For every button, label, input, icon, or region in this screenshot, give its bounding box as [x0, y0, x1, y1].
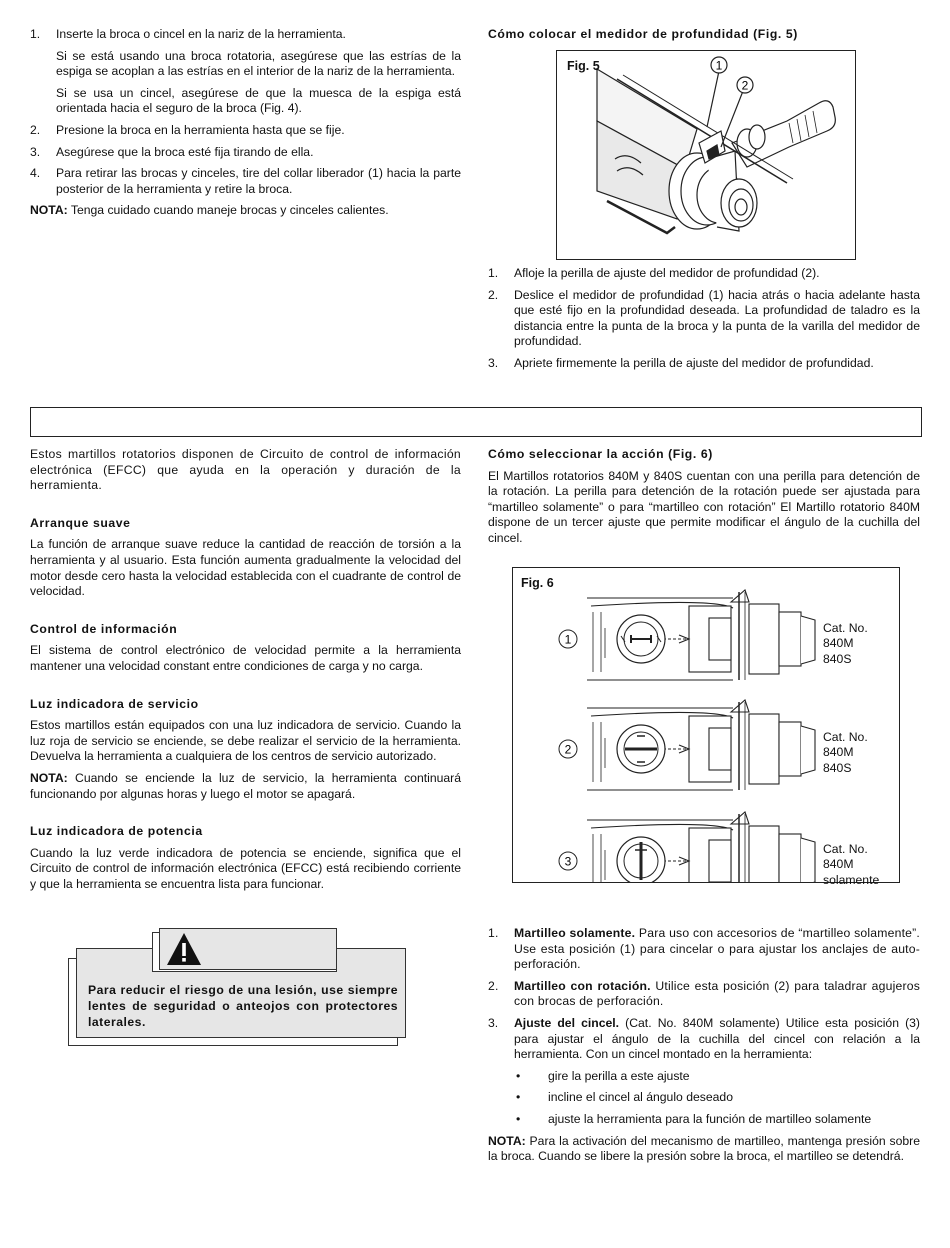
list-item: 1. Afloje la perilla de ajuste del medidor de profundidad (2). [488, 266, 820, 280]
bullet-item: • gire la perilla a este ajuste [516, 1068, 690, 1083]
warning-triangle-icon [164, 930, 204, 968]
warning-tab [159, 928, 337, 970]
action-steps [488, 926, 920, 1171]
bullet-item: • ajuste la herramienta para la función de martilleo solamente [516, 1111, 872, 1126]
power-light-text: Cuando la luz verde indicadora de potencia se enciende, significa que el Circuito de control de información electrónica (EFCC) está recibiendo corriente y que la herramienta se encuentra lista para funcionar. [30, 845, 461, 891]
cat-label-1: Cat. No. 840M 840S [823, 621, 868, 666]
cat-label-2: Cat. No. 840M 840S [823, 730, 868, 775]
note: NOTA: Tenga cuidado cuando maneje brocas y cinceles calientes. [30, 203, 389, 218]
info-control-text: El sistema de control electrónico de velocidad permite a la herramienta mantener una velocidad constant entre condiciones de carga y no carga. [30, 643, 461, 673]
cat-label-3: Cat. No. 840M solamente [823, 842, 880, 887]
list-item: 4. Para retirar las brocas y cinceles, tire del collar liberador (1) hacia la parte posterior de la herramienta y retire la broca. [30, 166, 461, 196]
service-light-heading: Luz indicadora de servicio [30, 696, 199, 711]
action-selection-section [488, 447, 920, 553]
depth-gauge-steps [488, 266, 920, 378]
list-subparagraph: Si se usa un cincel, asegúrese de que la muesca de la espiga está orientada hacia el seguro de la broca (Fig. 4). [56, 85, 461, 116]
action-note: NOTA: Para la activación del mecanismo de martilleo, mantenga presión sobre la broca. Cuando se libere la presión sobre la broca, el martilleo se detendrá. [488, 1133, 920, 1164]
soft-start-text: La función de arranque suave reduce la cantidad de reacción de torsión a la herramienta y al usuario. Esta función aumenta gradualmente la velocidad del motor desde cero hasta la velocidad establecida con el cuadrante de control de velocidad. [30, 537, 461, 599]
list-item: 3. Asegúrese que la broca esté fija tirando de ella. [30, 144, 314, 159]
figure-label: Fig. 6 [521, 576, 554, 590]
power-light-heading: Luz indicadora de potencia [30, 824, 203, 839]
section-heading: Cómo seleccionar la acción (Fig. 6) [488, 447, 713, 461]
callout-1: 1 [564, 632, 572, 647]
figure-label: Fig. 5 [567, 59, 600, 73]
mode-selector-illustrations [513, 568, 899, 882]
list-item: 1. Martilleo solamente. Para uso con accesorios de “martilleo solamente”. Use esta posición (1) para cincelar o para ajustar los anclajes de auto-perforación. [488, 926, 921, 972]
list-item: 2. Martilleo con rotación. Utilice esta posición (2) para taladrar agujeros con brocas de perforación. [488, 978, 920, 1009]
efcc-section [30, 447, 461, 898]
list-subparagraph: Si se está usando una broca rotatoria, asegúrese que las estrías de la espiga se acoplan a las estrías en el interior de la nariz de la herramienta. [56, 48, 461, 79]
figure-6 [512, 567, 900, 887]
bullet-item: • incline el cincel al ángulo deseado [516, 1090, 733, 1105]
section-heading: Cómo colocar el medidor de profundidad (Fig. 5) [488, 27, 798, 41]
callout-2: 2 [564, 742, 572, 757]
list-item: 1. Inserte la broca o cincel en la nariz de la herramienta. [30, 27, 346, 41]
efcc-intro: Estos martillos rotatorios disponen de Circuito de control de información electrónica (EFCC) que ayuda en la operación y duración de la herramienta. [30, 447, 461, 493]
depth-gauge-section [488, 27, 920, 49]
list-item: 3. Ajuste del cincel. (Cat. No. 840M solamente) Utilice esta posición (3) para ajustar el ángulo de la cuchilla del cincel con relación a la herramienta. Con un cincel montado en la herramienta: [488, 1015, 920, 1062]
soft-start-heading: Arranque suave [30, 515, 131, 530]
service-note: NOTA: Cuando se enciende la luz de servicio, la herramienta continuará funcionando por algunas horas y luego el motor se apagará. [30, 770, 461, 801]
warning-text: Para reducir el riesgo de una lesión, use siempre lentes de seguridad o anteojos con protectores laterales. [88, 983, 398, 1029]
list-item: 2. Presione la broca en la herramienta hasta que se fije. [30, 122, 345, 137]
list-item: 2. Deslice el medidor de profundidad (1) hacia atrás o hacia adelante hasta que esté fijo en la profundidad deseada. La profundidad de taladro es la distancia entre la punta de la broca y la punta de la varilla del medidor de profundidad. [488, 287, 920, 349]
info-control-heading: Control de información [30, 621, 178, 636]
section-banner [30, 407, 922, 437]
hammer-depth-gauge-illustration [557, 51, 855, 259]
action-intro: El Martillos rotatorios 840M y 840S cuentan con una perilla para detención de la rotación. La perilla para detención de la rotación puede ser ajustada para “martilleo solamente” o para “martilleo con rotación” El Martillo rotatorio 840M dispone de un tercer ajuste que permite modificar el ángulo de la cuchilla del cincel. [488, 468, 920, 545]
callout-2: 2 [741, 78, 749, 93]
list-item: 3. Apriete firmemente la perilla de ajuste del medidor de profundidad. [488, 355, 874, 370]
figure-5 [556, 50, 856, 260]
callout-1: 1 [715, 58, 723, 73]
service-light-text: Estos martillos están equipados con una luz indicadora de servicio. Cuando la luz roja de servicio se enciende, se debe realizar el servicio de la herramienta. Devuelva la herramienta a cualquiera de los centros de servicio autorizado. [30, 718, 461, 764]
callout-3: 3 [564, 854, 572, 869]
bit-insertion-instructions [30, 27, 461, 225]
